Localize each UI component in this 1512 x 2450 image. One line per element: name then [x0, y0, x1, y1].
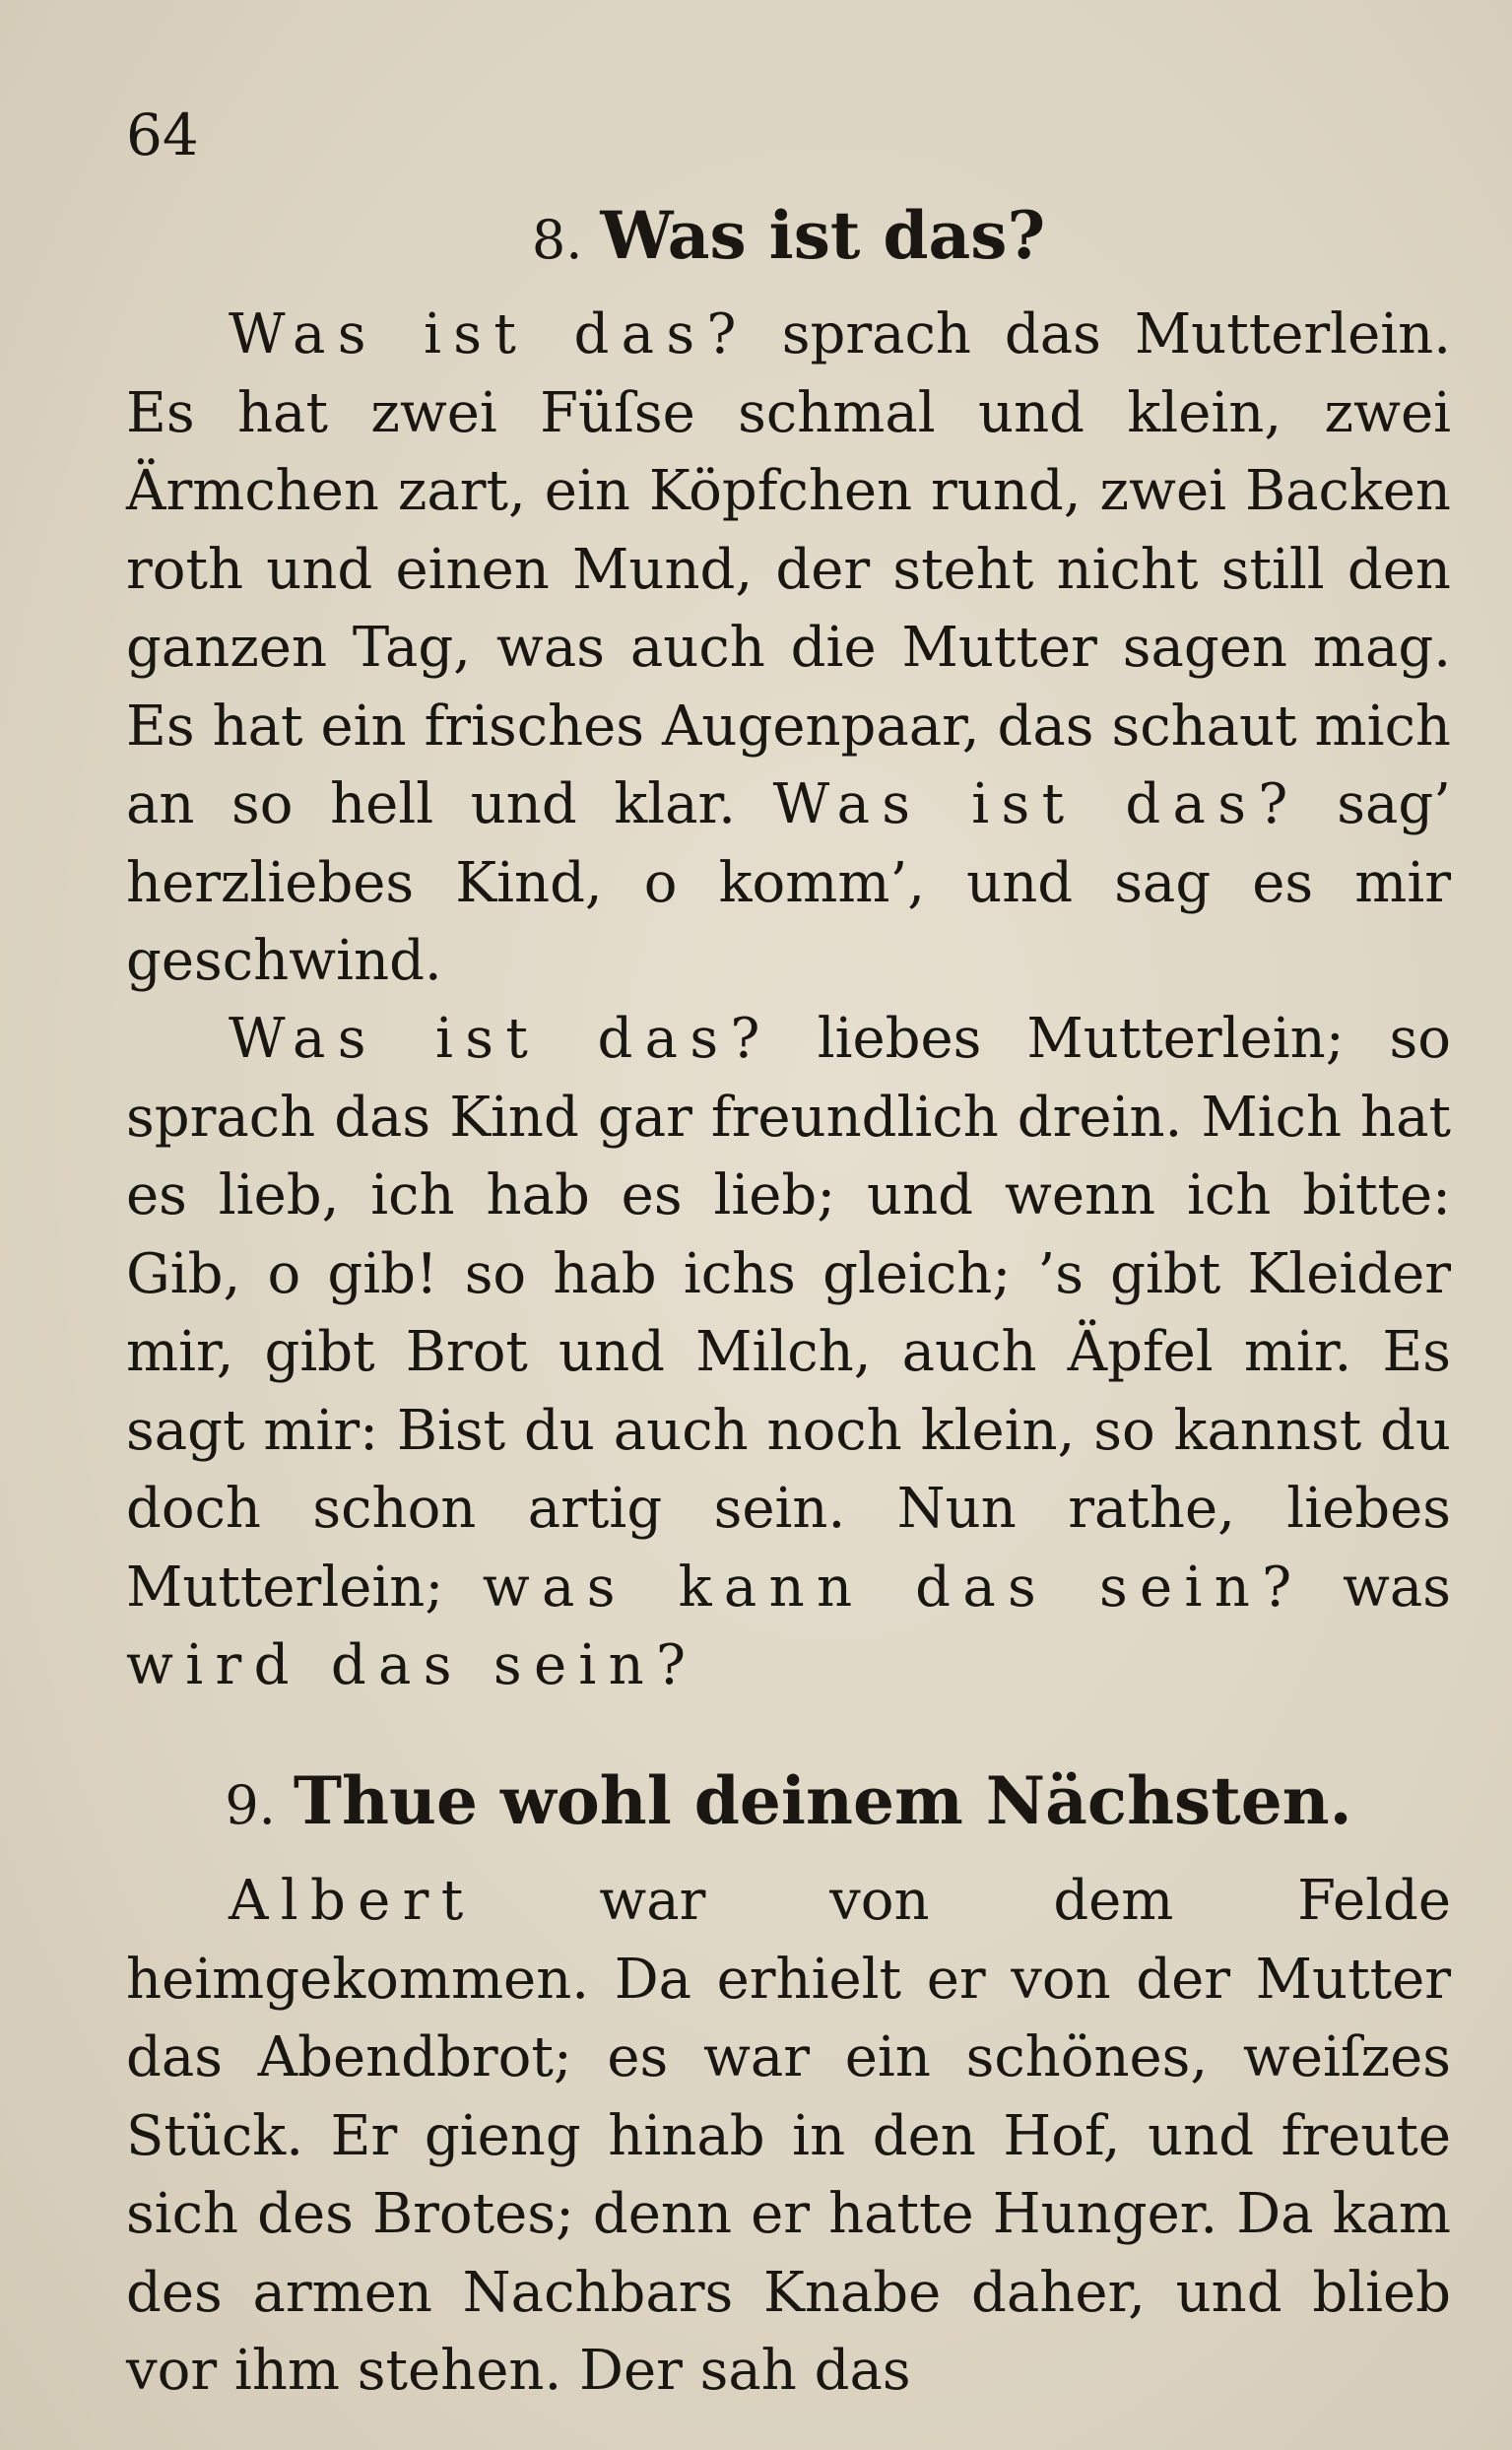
section-9-paragraph-1	[126, 1862, 1451, 2411]
section-9-number: 9.	[225, 1774, 276, 1836]
page-number: 64	[126, 101, 199, 168]
paragraph-text-2: sag’ herzliebes Kind, o komm’, und sag es mir geschwind.	[126, 772, 1451, 993]
section-8-paragraph-2	[126, 1000, 1451, 1705]
spaced-question-2: wird das sein?	[126, 1633, 698, 1697]
section-8-paragraph-1	[126, 296, 1451, 1001]
spaced-lead: Was ist das?	[229, 1007, 772, 1071]
section-9-heading	[126, 1762, 1451, 1839]
paragraph-text: liebes Mutterlein; so sprach das Kind gar freundlich drein. Mich hat es lieb, ich hab es lieb; und wenn ich bitte: Gib, o gib! so hab ichs gleich; ’s gibt Kleider mir, gibt Brot und Milch, auch Äpfel mir. Es sagt mir: Bist du auch noch klein, so kannst du doch schon artig sein. Nun rathe, liebes Mutterlein;	[126, 1007, 1451, 1620]
section-8-number: 8.	[531, 209, 583, 271]
section-9-title: Thue wohl deinem Nächsten.	[293, 1762, 1352, 1839]
paragraph-text-mid: was	[1303, 1555, 1452, 1620]
section-8-title: Was ist das?	[600, 197, 1046, 274]
section-8-heading	[126, 197, 1451, 274]
spaced-lead: Was ist das?	[229, 302, 749, 366]
spaced-lead: Albert	[229, 1869, 476, 1933]
spaced-question: Was ist das?	[772, 772, 1300, 836]
spaced-question-1: was kann das sein?	[482, 1555, 1304, 1620]
paragraph-text: sprach das Mutterlein. Es hat zwei Füſse schmal und klein, zwei Ärmchen zart, ein Köpfchen rund, zwei Backen roth und einen Mund, der steht nicht still den ganzen Tag, was auch die Mutter sagen mag. Es hat ein frisches Augenpaar, das schaut mich an so hell und klar.	[126, 302, 1451, 836]
paragraph-text: war von dem Felde heimgekommen. Da erhielt er von der Mutter das Abendbrot; es war ein schönes, weiſzes Stück. Er gieng hinab in den Hof, und freute sich des Brotes; denn er hatte Hunger. Da kam des armen Nachbars Knabe daher, und blieb vor ihm stehen. Der sah das	[126, 1869, 1451, 2403]
